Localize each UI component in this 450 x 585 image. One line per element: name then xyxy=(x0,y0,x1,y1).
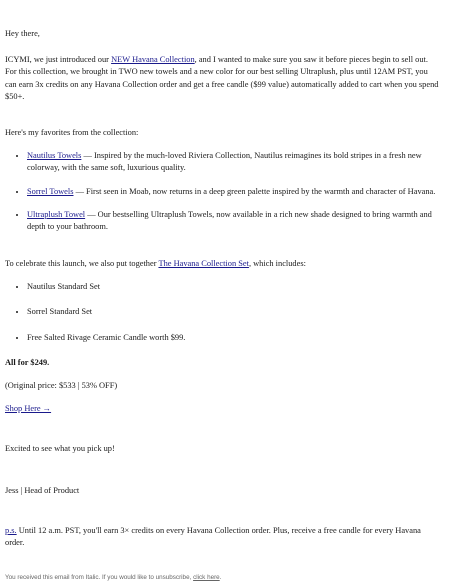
favorite-item-nautilus xyxy=(27,150,440,174)
closing-line: Excited to see what you pick up! xyxy=(5,444,115,454)
set-item: • Free Salted Rivage Ceramic Candle worth $99. xyxy=(27,332,440,344)
greeting: Hey there, xyxy=(5,29,40,38)
havana-collection-link[interactable]: NEW Havana Collection xyxy=(111,55,195,65)
nautilus-towels-link[interactable]: Nautilus Towels xyxy=(27,151,82,161)
favorites-heading: Here's my favorites from the collection: xyxy=(5,127,139,137)
set-items-list xyxy=(5,281,440,344)
original-price: (Original price: $533 | 53% OFF) xyxy=(5,381,118,390)
celebrate-paragraph xyxy=(5,258,440,270)
favorite-item-ultraplush xyxy=(27,209,440,233)
signature: Jess | Head of Product xyxy=(5,485,80,495)
bundle-price: All for $249. xyxy=(5,357,50,367)
ultraplush-towel-link[interactable]: Ultraplush Towel xyxy=(27,209,86,219)
sorrel-towels-link[interactable]: Sorrel Towels xyxy=(27,186,74,196)
footer-text: You received this email from Italic. If you would like to unsubscribe, xyxy=(5,573,194,581)
favorites-list xyxy=(5,150,440,233)
ps-link[interactable]: p.s. xyxy=(5,525,17,535)
celebrate-text-start: To celebrate this launch, we also put together xyxy=(5,259,159,269)
intro-text-end: , and I wanted to make sure you saw it before pieces begin to sell out. For this collection, we brought in TWO new towels and a new color for our best selling Ultraplush, plus until 12AM PST, you can earn 3x credits on any Havana Collection order and get a free candle ($99 value) automatically added to cart when you spend $50+. xyxy=(5,55,439,101)
shop-cta xyxy=(5,403,440,415)
favorite-item-sorrel xyxy=(27,186,440,198)
postscript xyxy=(5,525,440,549)
intro-paragraph xyxy=(5,54,440,103)
shop-here-link[interactable]: Shop Here → xyxy=(5,404,52,414)
ps-text: Until 12 a.m. PST, you'll earn 3× credits on every Havana Collection order. Plus, receive a free candle for every Havana order. xyxy=(5,525,421,547)
footer-end: . xyxy=(219,573,222,581)
set-item: • Nautilus Standard Set xyxy=(27,281,440,293)
intro-text-start: ICYMI, we just introduced our xyxy=(5,55,112,65)
set-item: • Sorrel Standard Set xyxy=(27,306,440,318)
favorite-description: — Inspired by the much-loved Riviera Collection, Nautilus reimagines its bold stripes in a fresh new colorway, with the same soft, luxurious quality. xyxy=(27,151,422,173)
favorite-description: — First seen in Moab, now returns in a deep green palette inspired by the warmth and character of Havana. xyxy=(73,186,436,196)
email-footer xyxy=(5,573,221,582)
unsubscribe-link[interactable]: click here xyxy=(193,573,220,581)
favorite-description: — Our bestselling Ultraplush Towels, now available in a rich new shade designed to bring warmth and depth to your bathroom. xyxy=(27,209,432,231)
havana-collection-set-link[interactable]: The Havana Collection Set xyxy=(158,259,249,269)
celebrate-text-end: , which includes: xyxy=(248,259,306,269)
